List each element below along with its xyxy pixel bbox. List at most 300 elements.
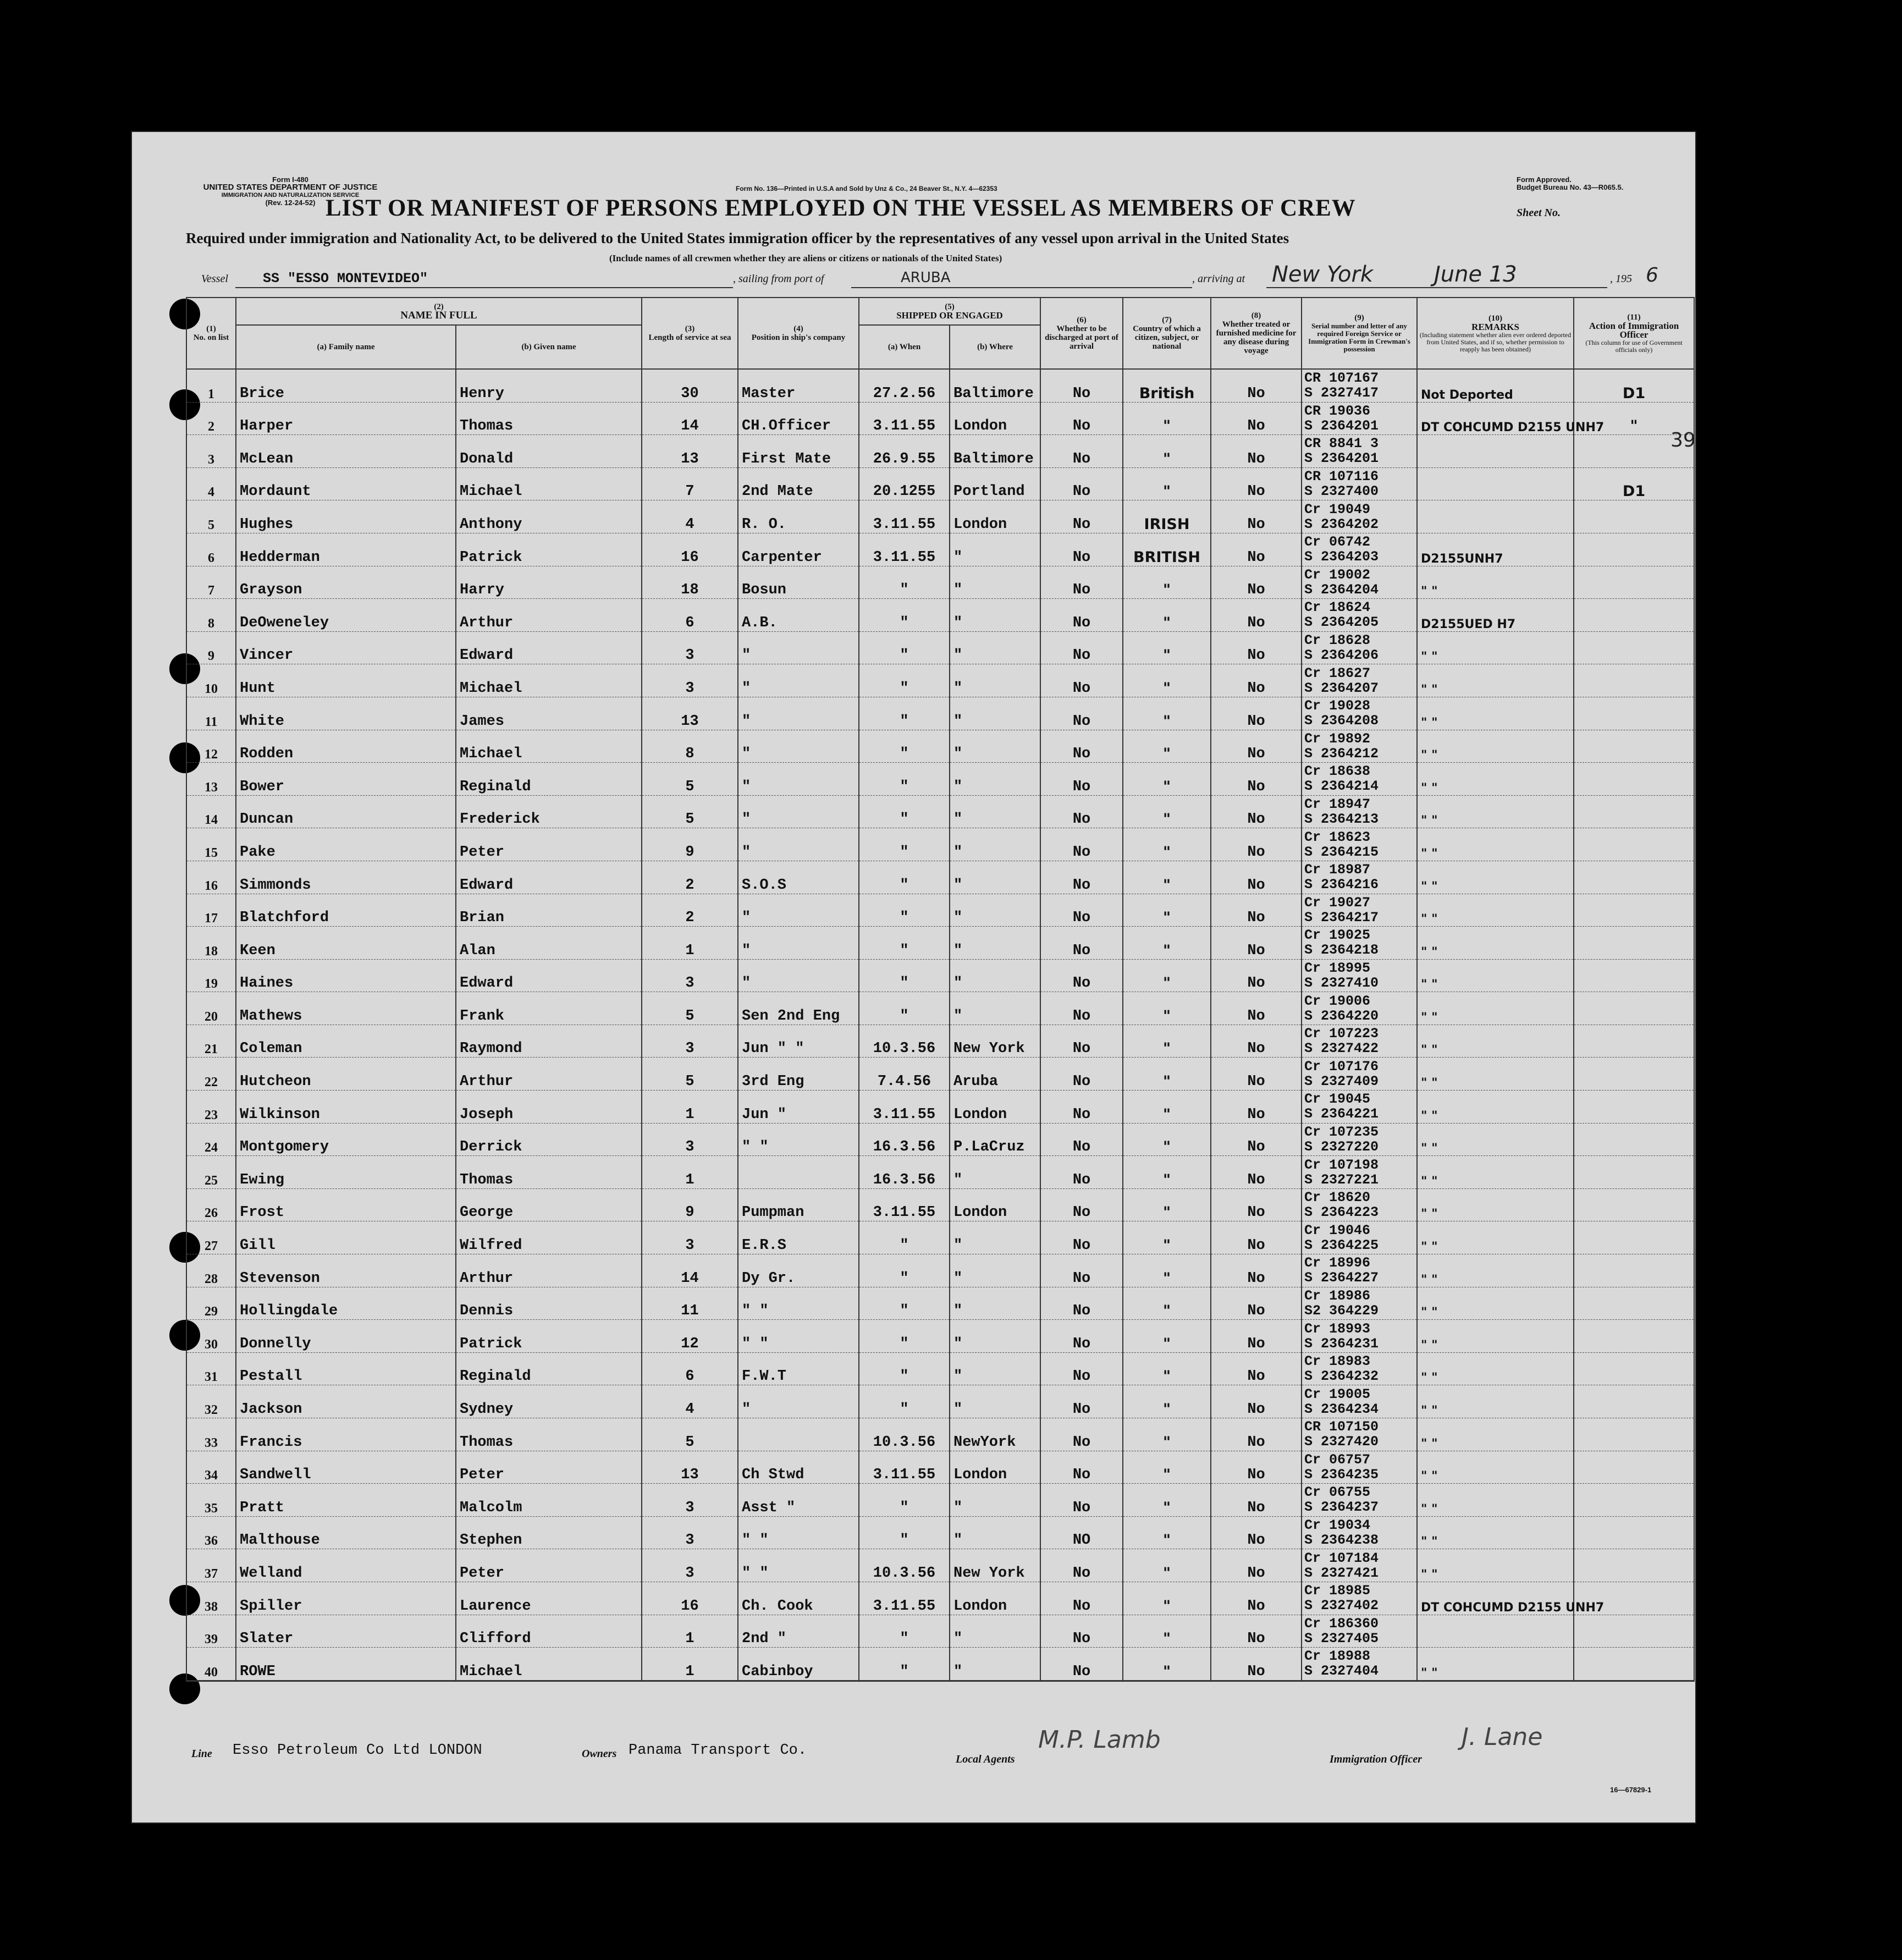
shipped-where: " — [950, 992, 1040, 1025]
serial-line-2: S 2364201 — [1304, 417, 1379, 434]
crew-row — [186, 1582, 1694, 1615]
serial-number — [1302, 1123, 1417, 1156]
serial-line-1: Cr 18628 — [1304, 632, 1371, 649]
serial-number — [1302, 1615, 1417, 1648]
row-number: 32 — [186, 1385, 236, 1418]
row-number: 1 — [186, 369, 236, 402]
shipped-when: 27.2.56 — [859, 369, 950, 402]
row-number: 21 — [186, 1025, 236, 1058]
row-number: 30 — [186, 1320, 236, 1353]
col-discharge-header: (6) Whether to be discharged at port of arrival — [1040, 298, 1123, 369]
given-name: Peter — [456, 1549, 642, 1582]
length-of-service: 14 — [642, 402, 738, 435]
serial-line-2: S 2364206 — [1304, 647, 1379, 664]
row-number: 18 — [186, 927, 236, 960]
given-name: Arthur — [456, 1058, 642, 1091]
crew-row — [186, 1123, 1694, 1156]
serial-line-1: Cr 06757 — [1304, 1451, 1371, 1468]
length-of-service: 1 — [642, 927, 738, 960]
immigration-action — [1574, 1188, 1694, 1221]
given-name: Anthony — [456, 500, 642, 533]
crew-row — [186, 1188, 1694, 1221]
revision-date: (Rev. 12-24-52) — [265, 199, 316, 207]
family-name: Hutcheon — [236, 1058, 456, 1091]
discharge-status: No — [1040, 467, 1123, 500]
serial-line-2: S 2364220 — [1304, 1007, 1379, 1024]
sailing-port: ARUBA — [901, 269, 951, 286]
shipped-when: " — [859, 763, 950, 796]
form-approval — [1517, 176, 1623, 191]
serial-number — [1302, 1156, 1417, 1189]
shipped-when: " — [859, 664, 950, 697]
length-of-service: 5 — [642, 763, 738, 796]
length-of-service: 6 — [642, 1352, 738, 1385]
crew-row — [186, 1091, 1694, 1124]
service-name: IMMIGRATION AND NATURALIZATION SERVICE — [221, 192, 360, 199]
medicine-status: No — [1211, 631, 1302, 664]
serial-number — [1302, 795, 1417, 828]
remarks: " " — [1417, 828, 1574, 861]
shipped-where: London — [950, 1582, 1040, 1615]
immigration-action — [1574, 861, 1694, 894]
remarks: " " — [1417, 1549, 1574, 1582]
serial-line-1: Cr 18638 — [1304, 763, 1371, 780]
remarks: " " — [1417, 763, 1574, 796]
row-number: 34 — [186, 1451, 236, 1484]
serial-number — [1302, 500, 1417, 533]
remarks: " " — [1417, 1287, 1574, 1320]
discharge-status: No — [1040, 533, 1123, 566]
col-family-header: (a) Family name — [236, 325, 456, 369]
remarks: " " — [1417, 1091, 1574, 1124]
serial-line-2: S 2364202 — [1304, 516, 1379, 532]
medicine-status: No — [1211, 1648, 1302, 1681]
length-of-service: 1 — [642, 1091, 738, 1124]
row-number: 27 — [186, 1221, 236, 1254]
immigration-action — [1574, 1648, 1694, 1681]
serial-line-2: S 2364214 — [1304, 778, 1379, 795]
row-number: 35 — [186, 1484, 236, 1517]
position: " — [738, 828, 859, 861]
given-name: Michael — [456, 730, 642, 763]
given-name: Reginald — [456, 763, 642, 796]
serial-line-1: Cr 19028 — [1304, 698, 1371, 714]
serial-number — [1302, 599, 1417, 632]
col-given-header: (b) Given name — [456, 325, 642, 369]
given-name: Brian — [456, 894, 642, 927]
citizenship: " — [1123, 1615, 1211, 1648]
serial-line-1: Cr 19045 — [1304, 1091, 1371, 1108]
shipped-when: " — [859, 861, 950, 894]
citizenship: " — [1123, 402, 1211, 435]
serial-line-2: S 2327221 — [1304, 1171, 1379, 1188]
shipped-when: " — [859, 828, 950, 861]
given-name: Frederick — [456, 795, 642, 828]
position: " — [738, 1385, 859, 1418]
medicine-status: No — [1211, 369, 1302, 402]
given-name: Michael — [456, 467, 642, 500]
citizenship: " — [1123, 927, 1211, 960]
citizenship: " — [1123, 1221, 1211, 1254]
row-number: 7 — [186, 566, 236, 599]
col-action-header: (11) Action of Immigration Officer (This column for use of Government officials only) — [1574, 298, 1694, 369]
shipped-where: " — [950, 763, 1040, 796]
serial-line-1: CR 19036 — [1304, 403, 1371, 419]
serial-line-1: Cr 18996 — [1304, 1255, 1371, 1271]
agents-label: Local Agents — [956, 1753, 1015, 1765]
serial-number — [1302, 1484, 1417, 1517]
citizenship: " — [1123, 697, 1211, 730]
immigration-action — [1574, 959, 1694, 992]
crew-row — [186, 435, 1694, 468]
col-shipped-header: (5) SHIPPED OR ENGAGED — [859, 298, 1040, 325]
shipped-where: " — [950, 730, 1040, 763]
serial-number — [1302, 631, 1417, 664]
medicine-status: No — [1211, 1615, 1302, 1648]
department-name: UNITED STATES DEPARTMENT OF JUSTICE — [203, 183, 378, 192]
length-of-service: 13 — [642, 1451, 738, 1484]
medicine-status: No — [1211, 927, 1302, 960]
given-name: Patrick — [456, 1320, 642, 1353]
discharge-status: No — [1040, 1648, 1123, 1681]
shipped-where: Portland — [950, 467, 1040, 500]
length-of-service: 7 — [642, 467, 738, 500]
arriving-underline — [1266, 287, 1607, 288]
discharge-status: No — [1040, 894, 1123, 927]
crew-row — [186, 1615, 1694, 1648]
officer-signature: J. Lane — [1462, 1723, 1543, 1751]
medicine-status: No — [1211, 467, 1302, 500]
crew-row — [186, 1287, 1694, 1320]
serial-line-2: S 2364223 — [1304, 1204, 1379, 1221]
serial-line-1: Cr 107223 — [1304, 1026, 1379, 1042]
shipped-where: " — [950, 1352, 1040, 1385]
shipped-when: " — [859, 1320, 950, 1353]
family-name: Rodden — [236, 730, 456, 763]
serial-number — [1302, 992, 1417, 1025]
citizenship: " — [1123, 631, 1211, 664]
position: " " — [738, 1516, 859, 1549]
serial-line-2: S 2327220 — [1304, 1138, 1379, 1155]
row-number: 15 — [186, 828, 236, 861]
position: " " — [738, 1123, 859, 1156]
length-of-service: 4 — [642, 500, 738, 533]
medicine-status: No — [1211, 1025, 1302, 1058]
serial-line-1: Cr 186360 — [1304, 1615, 1379, 1632]
shipped-when: 7.4.56 — [859, 1058, 950, 1091]
shipped-when: 10.3.56 — [859, 1549, 950, 1582]
position: " — [738, 894, 859, 927]
immigration-action — [1574, 992, 1694, 1025]
immigration-action — [1574, 1123, 1694, 1156]
medicine-status: No — [1211, 1582, 1302, 1615]
discharge-status: No — [1040, 1615, 1123, 1648]
medicine-status: No — [1211, 1156, 1302, 1189]
row-number: 5 — [186, 500, 236, 533]
position — [738, 1418, 859, 1451]
immigration-action — [1574, 1287, 1694, 1320]
medicine-status: No — [1211, 1549, 1302, 1582]
citizenship: " — [1123, 861, 1211, 894]
medicine-status: No — [1211, 1188, 1302, 1221]
immigration-action — [1574, 1516, 1694, 1549]
serial-number — [1302, 861, 1417, 894]
immigration-action — [1574, 631, 1694, 664]
citizenship: " — [1123, 894, 1211, 927]
position: " — [738, 697, 859, 730]
remarks: " " — [1417, 959, 1574, 992]
vessel-label: Vessel — [201, 273, 228, 285]
crew-row — [186, 828, 1694, 861]
given-name: Stephen — [456, 1516, 642, 1549]
col-name-header: (2) NAME IN FULL — [236, 298, 642, 325]
length-of-service: 3 — [642, 631, 738, 664]
form-number: Form I-480 — [272, 175, 308, 184]
remarks: " " — [1417, 1156, 1574, 1189]
citizenship: " — [1123, 435, 1211, 468]
immigration-action: D1 — [1574, 369, 1694, 402]
medicine-status: No — [1211, 500, 1302, 533]
family-name: Hollingdale — [236, 1287, 456, 1320]
shipped-when: 3.11.55 — [859, 1451, 950, 1484]
serial-number — [1302, 959, 1417, 992]
shipped-where: " — [950, 1484, 1040, 1517]
citizenship: " — [1123, 828, 1211, 861]
shipped-where: New York — [950, 1549, 1040, 1582]
shipped-when: " — [859, 1254, 950, 1287]
row-number: 2 — [186, 402, 236, 435]
remarks — [1417, 500, 1574, 533]
family-name: Montgomery — [236, 1123, 456, 1156]
serial-line-1: Cr 107235 — [1304, 1124, 1379, 1140]
citizenship: " — [1123, 992, 1211, 1025]
serial-number — [1302, 1320, 1417, 1353]
length-of-service: 3 — [642, 1516, 738, 1549]
position: CH.Officer — [738, 402, 859, 435]
budget-bureau: Budget Bureau No. 43—R065.5. — [1517, 183, 1624, 191]
medicine-status: No — [1211, 402, 1302, 435]
family-name: Bower — [236, 763, 456, 796]
given-name: Reginald — [456, 1352, 642, 1385]
family-name: Frost — [236, 1188, 456, 1221]
serial-line-1: CR 8841 3 — [1304, 436, 1379, 452]
medicine-status: No — [1211, 959, 1302, 992]
given-name: Frank — [456, 992, 642, 1025]
crew-row — [186, 927, 1694, 960]
serial-number — [1302, 1025, 1417, 1058]
crew-row — [186, 533, 1694, 566]
shipped-when: " — [859, 1221, 950, 1254]
family-name: Harper — [236, 402, 456, 435]
family-name: Blatchford — [236, 894, 456, 927]
year-label: , 195 — [1610, 273, 1632, 285]
immigration-action — [1574, 730, 1694, 763]
row-number: 37 — [186, 1549, 236, 1582]
arrival-date: June 13 — [1434, 262, 1517, 287]
row-number: 24 — [186, 1123, 236, 1156]
shipped-where: " — [950, 1320, 1040, 1353]
position: Dy Gr. — [738, 1254, 859, 1287]
position: Jun " " — [738, 1025, 859, 1058]
serial-number — [1302, 1352, 1417, 1385]
discharge-status: No — [1040, 1549, 1123, 1582]
position: Asst " — [738, 1484, 859, 1517]
discharge-status: No — [1040, 1451, 1123, 1484]
owners-value: Panama Transport Co. — [629, 1742, 807, 1759]
length-of-service: 16 — [642, 533, 738, 566]
serial-number — [1302, 1516, 1417, 1549]
position: Bosun — [738, 566, 859, 599]
family-name: Pratt — [236, 1484, 456, 1517]
row-number: 40 — [186, 1648, 236, 1681]
position: " " — [738, 1287, 859, 1320]
citizenship: " — [1123, 1091, 1211, 1124]
row-number: 17 — [186, 894, 236, 927]
serial-line-2: S2 364229 — [1304, 1302, 1379, 1319]
row-number: 19 — [186, 959, 236, 992]
shipped-when: 10.3.56 — [859, 1025, 950, 1058]
crew-row — [186, 894, 1694, 927]
row-number: 13 — [186, 763, 236, 796]
citizenship: " — [1123, 1385, 1211, 1418]
immigration-action — [1574, 1385, 1694, 1418]
remarks: " " — [1417, 1352, 1574, 1385]
medicine-status: No — [1211, 1287, 1302, 1320]
citizenship: " — [1123, 1516, 1211, 1549]
family-name: Stevenson — [236, 1254, 456, 1287]
given-name: Alan — [456, 927, 642, 960]
crew-row — [186, 959, 1694, 992]
shipped-when: 3.11.55 — [859, 533, 950, 566]
family-name: Wilkinson — [236, 1091, 456, 1124]
remarks: " " — [1417, 1254, 1574, 1287]
crew-row — [186, 369, 1694, 402]
serial-number — [1302, 763, 1417, 796]
serial-line-1: Cr 19027 — [1304, 894, 1371, 911]
medicine-status: No — [1211, 533, 1302, 566]
serial-number — [1302, 1254, 1417, 1287]
length-of-service: 3 — [642, 1221, 738, 1254]
crew-row — [186, 1648, 1694, 1681]
family-name: Hedderman — [236, 533, 456, 566]
serial-line-2: S 2327404 — [1304, 1663, 1379, 1680]
discharge-status: No — [1040, 1287, 1123, 1320]
length-of-service: 9 — [642, 828, 738, 861]
medicine-status: No — [1211, 1451, 1302, 1484]
immigration-action — [1574, 533, 1694, 566]
length-of-service: 5 — [642, 1058, 738, 1091]
given-name: Donald — [456, 435, 642, 468]
remarks: DT COHCUMD D2155 UNH7 — [1417, 402, 1574, 435]
discharge-status: No — [1040, 1582, 1123, 1615]
length-of-service: 5 — [642, 1418, 738, 1451]
position: " — [738, 631, 859, 664]
citizenship: " — [1123, 763, 1211, 796]
immigration-action — [1574, 664, 1694, 697]
family-name: Pake — [236, 828, 456, 861]
shipped-when: " — [859, 1516, 950, 1549]
immigration-action — [1574, 1025, 1694, 1058]
shipped-when: 16.3.56 — [859, 1156, 950, 1189]
length-of-service: 18 — [642, 566, 738, 599]
crew-row — [186, 1352, 1694, 1385]
remarks — [1417, 435, 1574, 468]
serial-line-1: Cr 18985 — [1304, 1583, 1371, 1599]
crew-row — [186, 1058, 1694, 1091]
medicine-status: No — [1211, 1352, 1302, 1385]
remarks: " " — [1417, 1188, 1574, 1221]
discharge-status: No — [1040, 828, 1123, 861]
position: Master — [738, 369, 859, 402]
position — [738, 1156, 859, 1189]
length-of-service: 1 — [642, 1648, 738, 1681]
row-number: 25 — [186, 1156, 236, 1189]
shipped-where: " — [950, 1648, 1040, 1681]
given-name: Thomas — [456, 1418, 642, 1451]
serial-line-1: Cr 18627 — [1304, 665, 1371, 681]
row-number: 26 — [186, 1188, 236, 1221]
remarks: " " — [1417, 1451, 1574, 1484]
serial-number — [1302, 1058, 1417, 1091]
row-number: 3 — [186, 435, 236, 468]
serial-line-1: CR 107167 — [1304, 370, 1379, 387]
serial-number — [1302, 533, 1417, 566]
shipped-when: 3.11.55 — [859, 500, 950, 533]
citizenship: " — [1123, 467, 1211, 500]
discharge-status: No — [1040, 730, 1123, 763]
given-name: Peter — [456, 828, 642, 861]
serial-line-2: S 2364227 — [1304, 1270, 1379, 1286]
medicine-status: No — [1211, 664, 1302, 697]
given-name: Joseph — [456, 1091, 642, 1124]
medicine-status: No — [1211, 435, 1302, 468]
shipped-where: London — [950, 1188, 1040, 1221]
length-of-service: 1 — [642, 1615, 738, 1648]
given-name: Michael — [456, 1648, 642, 1681]
immigration-action — [1574, 1352, 1694, 1385]
shipped-where: " — [950, 1221, 1040, 1254]
serial-line-2: S 2364205 — [1304, 614, 1379, 631]
given-name: Edward — [456, 631, 642, 664]
shipped-when: " — [859, 697, 950, 730]
given-name: Wilfred — [456, 1221, 642, 1254]
family-name: Donnelly — [236, 1320, 456, 1353]
crew-row — [186, 599, 1694, 632]
serial-line-2: S 2327402 — [1304, 1598, 1379, 1614]
shipped-when: " — [859, 631, 950, 664]
length-of-service: 8 — [642, 730, 738, 763]
serial-number — [1302, 1582, 1417, 1615]
medicine-status: No — [1211, 763, 1302, 796]
serial-line-2: S 2364235 — [1304, 1466, 1379, 1483]
family-name: Mathews — [236, 992, 456, 1025]
discharge-status: No — [1040, 1385, 1123, 1418]
arriving-port: New York — [1272, 262, 1374, 287]
discharge-status: No — [1040, 697, 1123, 730]
vessel-name: SS "ESSO MONTEVIDEO" — [263, 271, 428, 287]
shipped-where: NewYork — [950, 1418, 1040, 1451]
citizenship: " — [1123, 1418, 1211, 1451]
serial-number — [1302, 1418, 1417, 1451]
family-name: White — [236, 697, 456, 730]
family-name: Malthouse — [236, 1516, 456, 1549]
remarks: " " — [1417, 566, 1574, 599]
crew-row — [186, 402, 1694, 435]
serial-number — [1302, 1385, 1417, 1418]
medicine-status: No — [1211, 828, 1302, 861]
row-number: 4 — [186, 467, 236, 500]
margin-note: 39 — [1671, 429, 1696, 452]
